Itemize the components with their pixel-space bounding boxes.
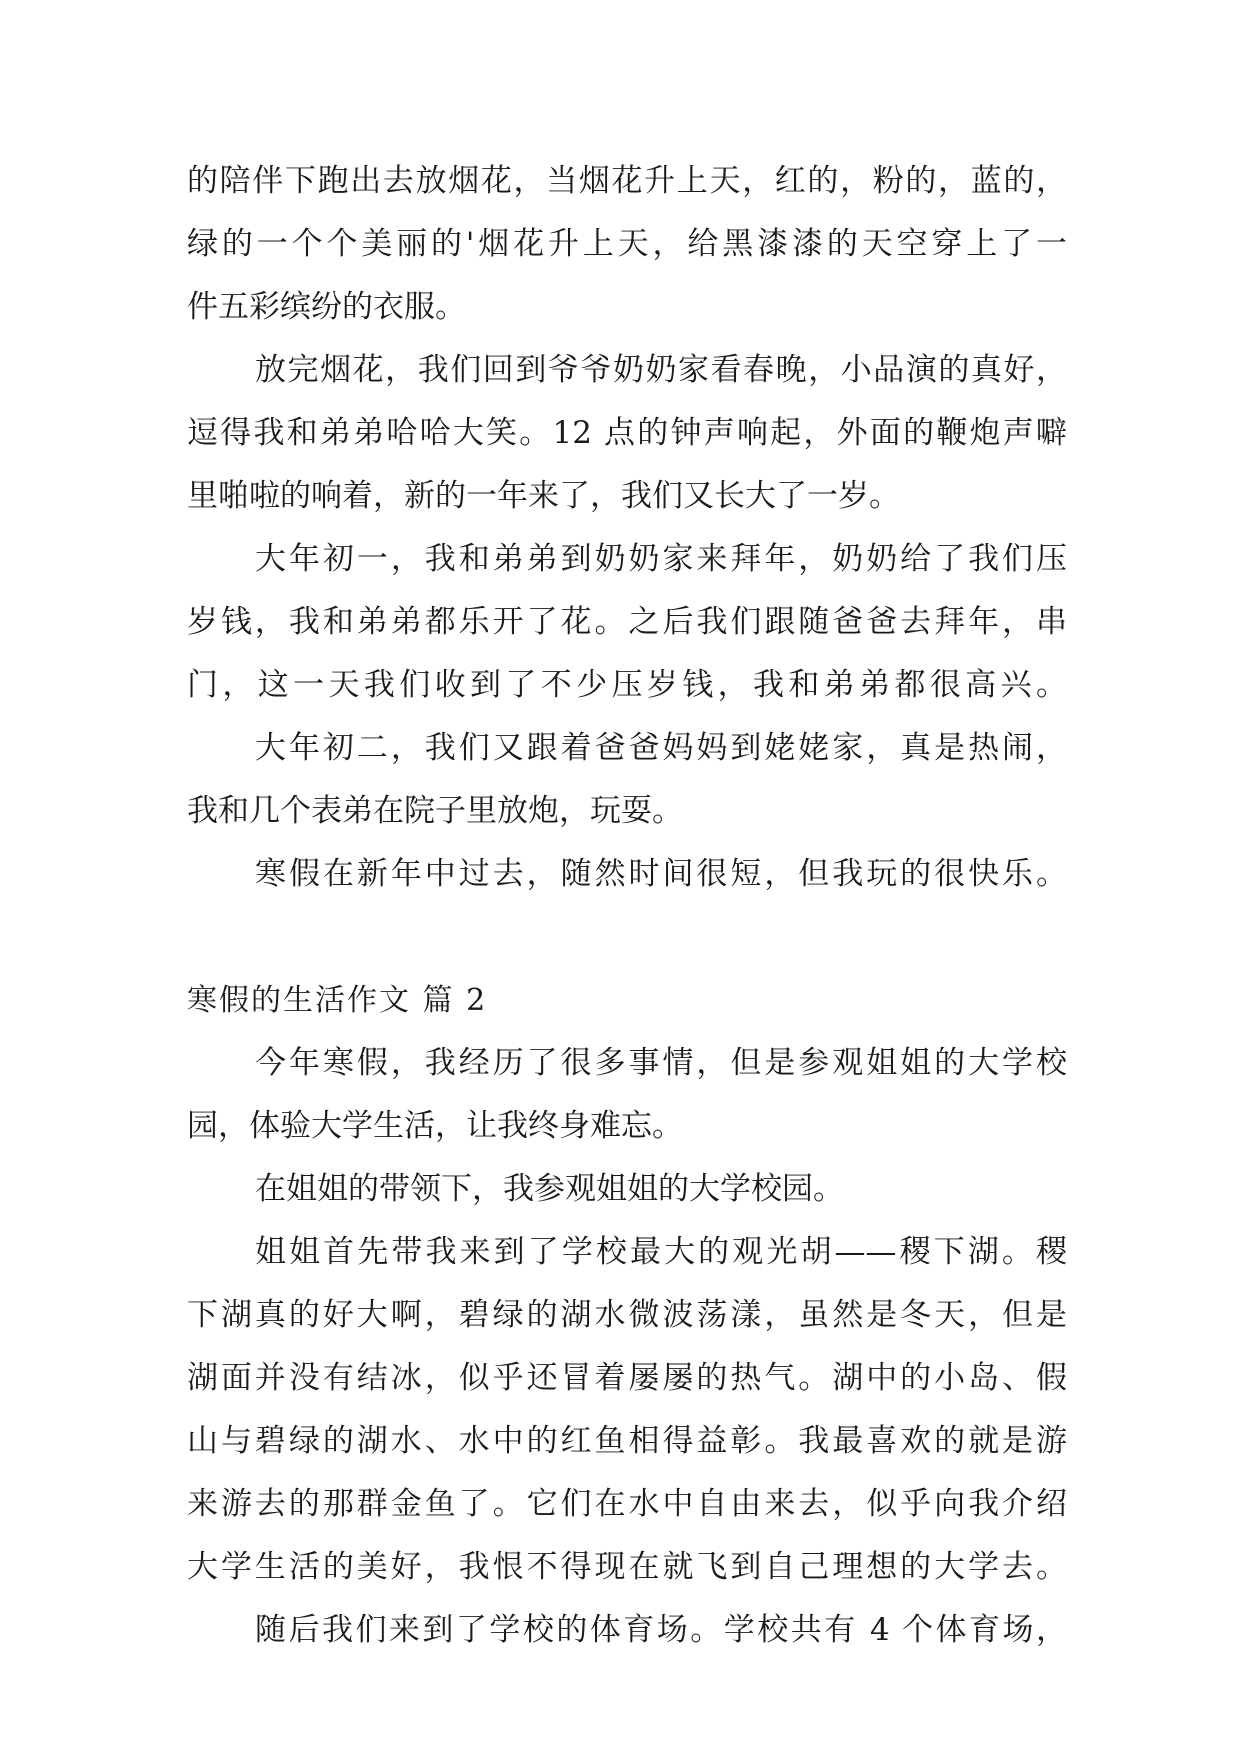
section-spacer	[187, 906, 1067, 969]
text-line: 大年初一，我和弟弟到奶奶家来拜年，奶奶给了我们压	[255, 541, 1067, 577]
text-line: 大年初二，我们又跟着爸爸妈妈到姥姥家，真是热闹，	[255, 730, 1067, 766]
paragraph	[187, 339, 1067, 528]
text-line: 随后我们来到了学校的体育场。学校共有 4 个体育场，	[255, 1612, 1067, 1648]
text-line: 在姐姐的带领下，我参观姐姐的大学校园。	[255, 1171, 844, 1207]
text-line: 岁钱，我和弟弟都乐开了花。之后我们跟随爸爸去拜年，串	[187, 604, 1067, 640]
text-line: 的陪伴下跑出去放烟花，当烟花升上天，红的，粉的，蓝的，	[187, 163, 1067, 199]
paragraph	[187, 1221, 1067, 1599]
text-line: 下湖真的好大啊，碧绿的湖水微波荡漾，虽然是冬天，但是	[187, 1297, 1067, 1333]
text-line: 我和几个表弟在院子里放炮，玩耍。	[187, 793, 683, 829]
text-line: 园，体验大学生活，让我终身难忘。	[187, 1108, 683, 1144]
paragraph	[187, 528, 1067, 717]
text-line: 逗得我和弟弟哈哈大笑。12 点的钟声响起，外面的鞭炮声噼	[187, 415, 1067, 451]
paragraph	[187, 717, 1067, 843]
text-line: 今年寒假，我经历了很多事情，但是参观姐姐的大学校	[255, 1045, 1067, 1081]
text-line: 寒假在新年中过去，随然时间很短，但我玩的很快乐。	[255, 856, 1067, 892]
paragraph	[187, 1032, 1067, 1158]
text-line: 件五彩缤纷的衣服。	[187, 289, 466, 325]
text-line: 湖面并没有结冰，似乎还冒着屡屡的热气。湖中的小岛、假	[187, 1360, 1067, 1396]
paragraph	[187, 1599, 1067, 1662]
paragraph	[187, 843, 1067, 906]
text-line: 里啪啦的响着，新的一年来了，我们又长大了一岁。	[187, 478, 900, 514]
section-heading: 寒假的生活作文 篇 2	[187, 983, 488, 1018]
text-line: 门，这一天我们收到了不少压岁钱，我和弟弟都很高兴。	[187, 667, 1067, 703]
paragraph	[187, 1158, 1067, 1221]
text-line: 放完烟花，我们回到爷爷奶奶家看春晚，小品演的真好，	[255, 352, 1067, 388]
document-page	[187, 150, 1067, 1662]
text-line: 绿的一个个美丽的'烟花升上天，给黑漆漆的天空穿上了一	[187, 226, 1067, 262]
paragraph	[187, 150, 1067, 339]
text-line: 姐姐首先带我来到了学校最大的观光胡——稷下湖。稷	[255, 1234, 1067, 1270]
text-line: 大学生活的美好，我恨不得现在就飞到自己理想的大学去。	[187, 1549, 1067, 1585]
text-line: 山与碧绿的湖水、水中的红鱼相得益彰。我最喜欢的就是游	[187, 1423, 1067, 1459]
text-line: 来游去的那群金鱼了。它们在水中自由来去，似乎向我介绍	[187, 1486, 1067, 1522]
